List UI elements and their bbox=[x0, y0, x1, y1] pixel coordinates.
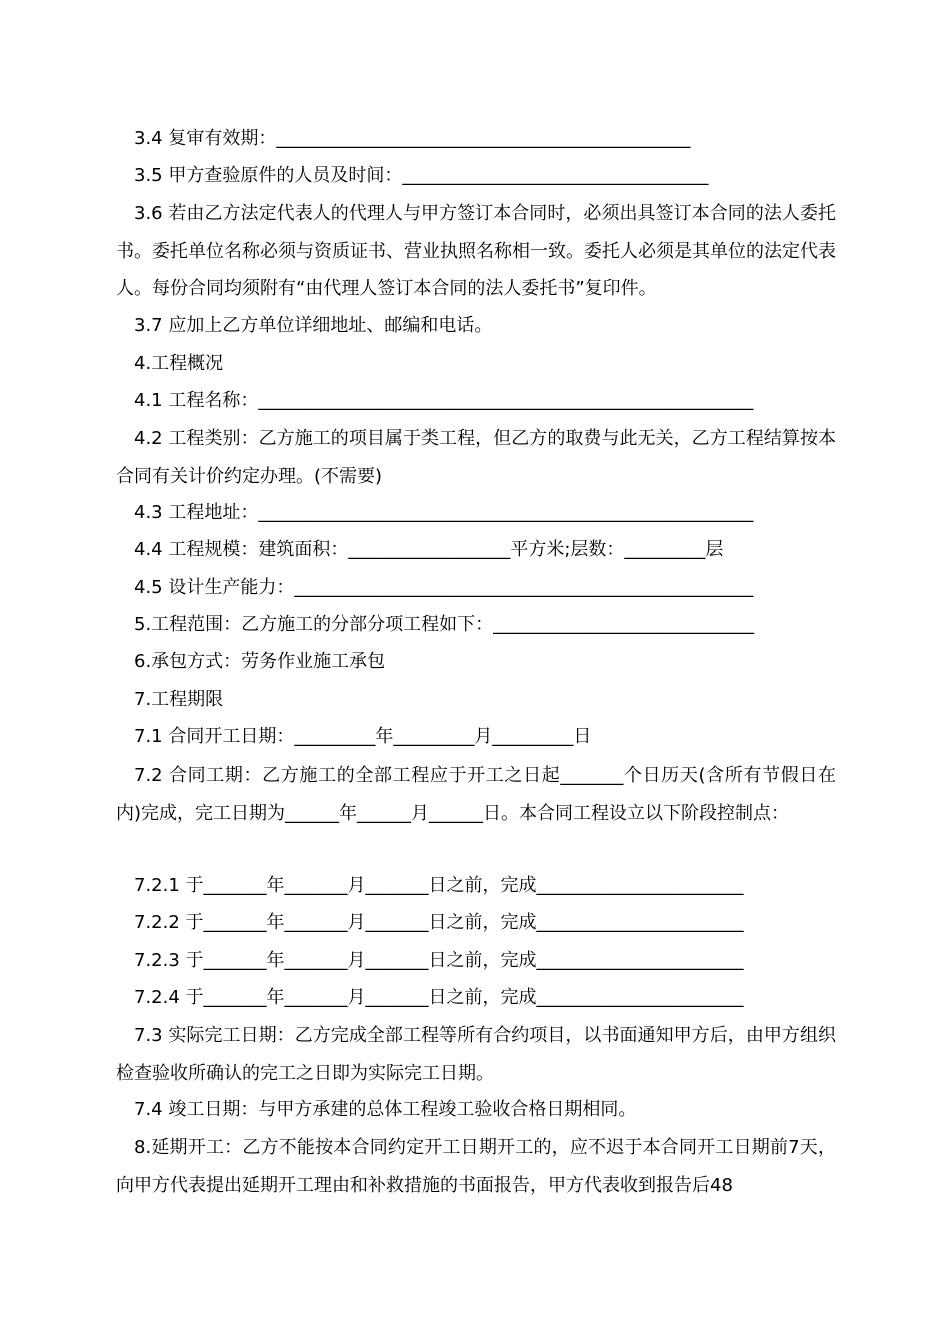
section-7-heading: 7.工程期限 bbox=[134, 689, 224, 710]
clause-7-1: 7.1 合同开工日期：_________年_________月_________日 bbox=[134, 726, 592, 747]
section-8: 8.延期开工：乙方不能按本合同约定开工日期开工的，应不迟于本合同开工日期前7天，向甲方代表提出延期开工理由和补救措施的书面报告，甲方代表收到报告后48 bbox=[116, 1137, 836, 1196]
clause-3-5: 3.5 甲方查验原件的人员及时间：__________________________________ bbox=[134, 165, 709, 186]
section-4-heading: 4.工程概况 bbox=[134, 353, 224, 374]
section-6: 6.承包方式：劳务作业施工承包 bbox=[134, 651, 386, 672]
clause-7-3: 7.3 实际完工日期：乙方完成全部工程等所有合约项目，以书面通知甲方后，由甲方组织检查验收所确认的完工之日即为实际完工日期。 bbox=[116, 1025, 836, 1084]
clause-4-4: 4.4 工程规模：建筑面积：__________________平方米;层数：_________层 bbox=[134, 539, 724, 560]
clause-7-2: 7.2 合同工期：乙方施工的全部工程应于开工之日起_______个日历天(含所有节假日在内)完成，完工日期为______年______月______日。本合同工程设立以下阶段控制点： bbox=[116, 765, 836, 824]
clause-7-4: 7.4 竣工日期：与甲方承建的总体工程竣工验收合格日期相同。 bbox=[134, 1099, 637, 1120]
clause-3-7: 3.7 应加上乙方单位详细地址、邮编和电话。 bbox=[134, 315, 493, 336]
section-5: 5.工程范围：乙方施工的分部分项工程如下：_____________________________ bbox=[134, 614, 755, 635]
clause-7-2-1: 7.2.1 于_______年_______月_______日之前，完成_______________________ bbox=[134, 875, 744, 896]
clause-4-1: 4.1 工程名称：_______________________________________________________ bbox=[134, 390, 754, 411]
clause-3-6: 3.6 若由乙方法定代表人的代理人与甲方签订本合同时，必须出具签订本合同的法人委托书。委托单位名称必须与资质证书、营业执照名称相一致。委托人必须是其单位的法定代表人。每份合同均须附有“由代理人签订本合同的法人委托书”复印件。 bbox=[116, 203, 836, 299]
clause-7-2-4: 7.2.4 于_______年_______月_______日之前，完成_______________________ bbox=[134, 987, 744, 1008]
clause-4-2: 4.2 工程类别：乙方施工的项目属于类工程，但乙方的取费与此无关，乙方工程结算按本合同有关计价约定办理。(不需要) bbox=[116, 428, 836, 487]
clause-4-3: 4.3 工程地址：_______________________________________________________ bbox=[134, 502, 754, 523]
clause-3-4: 3.4 复审有效期：______________________________________________ bbox=[134, 128, 691, 149]
clause-4-5: 4.5 设计生产能力：___________________________________________________ bbox=[134, 577, 754, 598]
clause-7-2-3: 7.2.3 于_______年_______月_______日之前，完成_______________________ bbox=[134, 950, 744, 971]
clause-7-2-2: 7.2.2 于_______年_______月_______日之前，完成_______________________ bbox=[134, 912, 744, 933]
